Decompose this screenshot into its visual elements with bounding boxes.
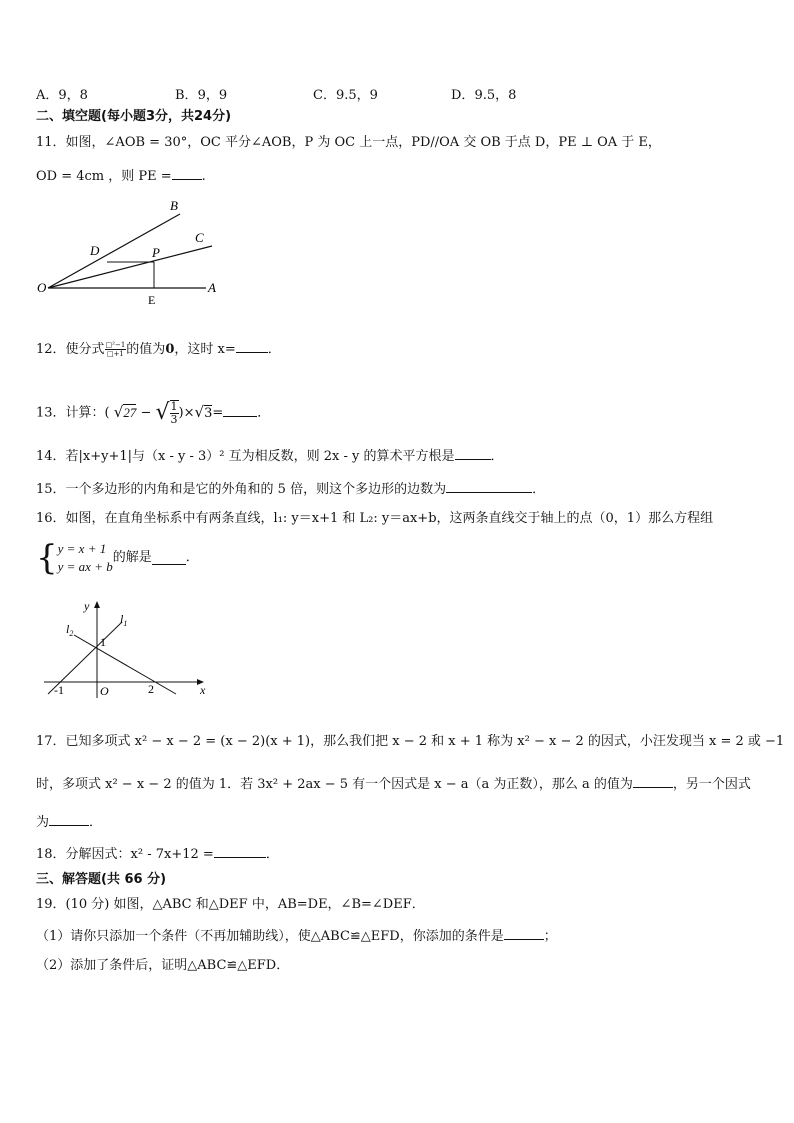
label-two: 2 (148, 682, 154, 696)
label-o: O (37, 280, 47, 295)
y-arrow-icon (94, 601, 100, 608)
q16-figure (36, 598, 216, 703)
q12-fraction: $\frac{\text{□²−1}}{□+1}$ (105, 341, 126, 358)
ray-oc (48, 246, 212, 288)
q17-answer-blank-2[interactable] (49, 812, 89, 826)
ray-ob (48, 214, 180, 288)
choice-a: A．9，8 (36, 88, 88, 103)
q15-answer-blank[interactable] (446, 479, 532, 493)
label-c: C (195, 230, 204, 245)
line-l2 (74, 635, 176, 694)
q17-text-3: 为 ． (36, 812, 102, 832)
brace-icon: { (36, 538, 58, 578)
label-one: 1 (100, 635, 106, 649)
label-neg1: -1 (54, 683, 64, 697)
q19-text-1: 19．(10 分) 如图，△ABC 和△DEF 中，AB=DE，∠B=∠DEF． (36, 897, 425, 912)
q17-text-2: 时，多项式 x² − x − 2 的值为 1．若 3x² + 2ax − 5 有一个因式是 x − a（a 为正数），那么 a 的值为 ，另一个因式 (36, 774, 751, 794)
label-l2: $l_2$ (66, 622, 74, 638)
q11-text: 11．如图，∠AOB = 30°，OC 平分∠AOB，P 为 OC 上一点，PD//OA 交 OB 于点 D，PE ⊥ OA 于 E， (36, 135, 661, 150)
label-origin: O (100, 684, 109, 698)
label-b: B (170, 198, 178, 213)
q16-text: 16．如图，在直角坐标系中有两条直线，l₁: y＝x+1 和 L₂: y＝ax+b，这两条直线交于轴上的点（0，1）那么方程组 (36, 511, 714, 526)
q19-answer-blank[interactable] (504, 926, 544, 940)
label-a: A (208, 280, 216, 295)
q17-answer-blank-1[interactable] (633, 774, 673, 788)
label-x: x (200, 683, 206, 697)
section-heading-solutions: 三、解答题(共 66 分) (36, 872, 167, 887)
q11-figure (30, 196, 230, 311)
label-p: P (152, 245, 160, 260)
sqrt-27: √27 (113, 402, 137, 421)
q18-answer-blank[interactable] (214, 844, 266, 858)
q12-answer-blank[interactable] (236, 339, 268, 353)
q13-answer-blank[interactable] (223, 403, 257, 417)
label-y: y (84, 599, 90, 613)
label-d: D (90, 243, 100, 258)
q11-text-2: OD = 4cm ，则 PE = . (36, 166, 206, 186)
q11-answer-blank[interactable] (172, 166, 202, 180)
choice-d: D．9.5，8 (451, 88, 517, 103)
choice-c: C．9.5，9 (313, 88, 378, 103)
q14-text: 14．若|x+y+1|与（x - y - 3）² 互为相反数，则 2x - y 的算术平方根是 ． (36, 446, 504, 466)
q16-system: { y = x + 1 y = ax + b 的解是 ． (36, 538, 199, 578)
q14-answer-blank[interactable] (455, 446, 491, 460)
q19-text-3: （2）添加了条件后，证明△ABC≌△EFD． (36, 958, 290, 973)
choice-b: B．9，9 (175, 88, 228, 103)
label-e: E (148, 293, 156, 307)
q12-text: 12．使分式 $\frac{\text{□²−1}}{□+1}$ 的值为0，这时 x= ． (36, 341, 281, 358)
q16-answer-blank[interactable] (152, 551, 186, 565)
q15-text: 15．一个多边形的内角和是它的外角和的 5 倍，则这个多边形的边数为 ． (36, 479, 545, 499)
q18-text: 18．分解因式：x² - 7x+12 = ． (36, 844, 279, 864)
q17-text-1: 17．已知多项式 x² − x − 2 = (x − 2)(x + 1)，那么我们把 x − 2 和 x + 1 称为 x² − x − 2 的因式，小汪发现当 x = 2 或 −1 (36, 734, 785, 749)
q13-text: 13．计算：( √27 − √ $\frac{1}{3}$ )×√3= ． (36, 400, 271, 426)
section-heading-fill-in: 二、填空题(每小题3分，共24分) (36, 109, 232, 124)
sqrt-3: √3 (194, 402, 213, 421)
sqrt-one-third: √ $\frac{1}{3}$ (155, 400, 178, 426)
q19-text-2: （1）请你只添加一个条件（不再加辅助线），使△ABC≌△EFD，你添加的条件是 ； (36, 926, 557, 946)
label-l1: $l_1$ (120, 612, 128, 628)
